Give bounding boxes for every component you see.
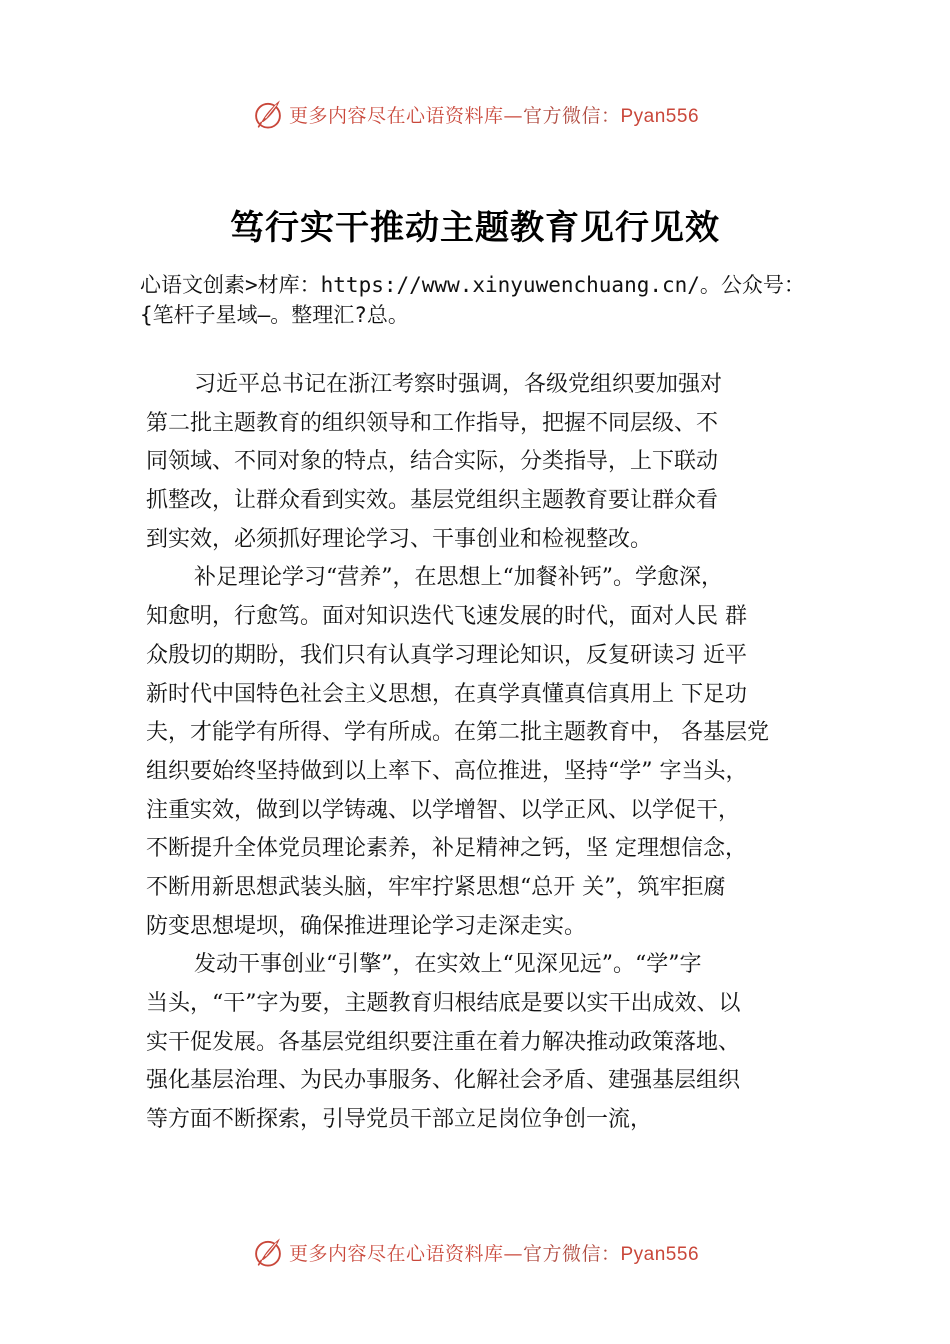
body-line: 注重实效，做到以学铸魂、以学增智、以学正风、以学促干， xyxy=(146,797,741,823)
body-line: 不断用新思想武装头脑，牢牢拧紧思想“总开 关”，筑牢拒腐 xyxy=(146,874,726,900)
header-banner xyxy=(0,94,950,134)
body-line: 等方面不断探索，引导党员干部立足岗位争创一流， xyxy=(146,1107,653,1133)
body-line: 抓整改，让群众看到实效。基层党组织主题教育要让群众看 xyxy=(146,488,719,514)
body-line: 发动干事创业“引擎”，在实效上“见深见远”。“学”字 xyxy=(194,952,702,978)
body-line: 防变思想堤坝，确保推进理论学习走深走实。 xyxy=(146,913,587,939)
banner-slogan: 更多内容尽在心语资料库 xyxy=(288,104,504,127)
quill-pen-logo-icon xyxy=(251,1235,285,1269)
source-line: 心语文创素>材库：https://www.xinyuwenchuang.cn/。公众号： xyxy=(140,273,805,297)
banner-dash: — xyxy=(503,1242,523,1265)
body-line: 同领域、不同对象的特点，结合实际，分类指导，上下联动 xyxy=(146,449,719,475)
body-line: 第二批主题教育的组织领导和工作指导，把握不同层级、不 xyxy=(146,410,719,436)
banner-wechat-id: Pyan556 xyxy=(620,105,700,127)
body-line: 众殷切的期盼，我们只有认真学习理论知识，反复研读习 近平 xyxy=(146,642,747,668)
body-line: 补足理论学习“营养”，在思想上“加餐补钙”。学愈深， xyxy=(194,565,723,591)
body-line: 新时代中国特色社会主义思想，在真学真懂真信真用上 下足功 xyxy=(146,681,747,707)
body-line: 实干促发展。各基层党组织要注重在着力解决推动政策落地、 xyxy=(146,1029,741,1055)
banner-wechat-label: 官方微信： xyxy=(522,104,621,127)
document-title: 笃行实干推动主题教育见行见效 xyxy=(230,208,720,248)
body-line: 组织要始终坚持做到以上率下、高位推进，坚持“学” 字当头， xyxy=(146,758,748,784)
source-note xyxy=(140,270,860,330)
body-line: 强化基层治理、为民办事服务、化解社会矛盾、建强基层组织 xyxy=(146,1068,741,1094)
banner-text xyxy=(289,1239,699,1266)
body-line: 夫，才能学有所得、学有所成。在第二批主题教育中， 各基层党 xyxy=(146,720,769,746)
banner-text xyxy=(289,101,699,128)
banner-dash: — xyxy=(503,104,523,127)
banner-wechat-label: 官方微信： xyxy=(522,1242,621,1265)
body-line: 到实效，必须抓好理论学习、干事创业和检视整改。 xyxy=(146,526,653,552)
source-line: {笔杆子星域—。整理汇?总。 xyxy=(140,303,409,327)
footer-banner xyxy=(0,1232,950,1272)
body-line: 不断提升全体党员理论素养，补足精神之钙，坚 定理想信念， xyxy=(146,836,747,862)
body-line: 知愈明，行愈笃。面对知识迭代飞速发展的时代，面对人民 群 xyxy=(146,604,747,630)
banner-wechat-id: Pyan556 xyxy=(620,1243,700,1265)
body-line: 当头，“干”字为要，主题教育归根结底是要以实干出成效、以 xyxy=(146,991,741,1016)
document-body xyxy=(146,366,846,1140)
quill-pen-logo-icon xyxy=(251,97,285,131)
banner-slogan: 更多内容尽在心语资料库 xyxy=(288,1242,504,1265)
body-line: 习近平总书记在浙江考察时强调，各级党组织要加强对 xyxy=(194,372,723,397)
